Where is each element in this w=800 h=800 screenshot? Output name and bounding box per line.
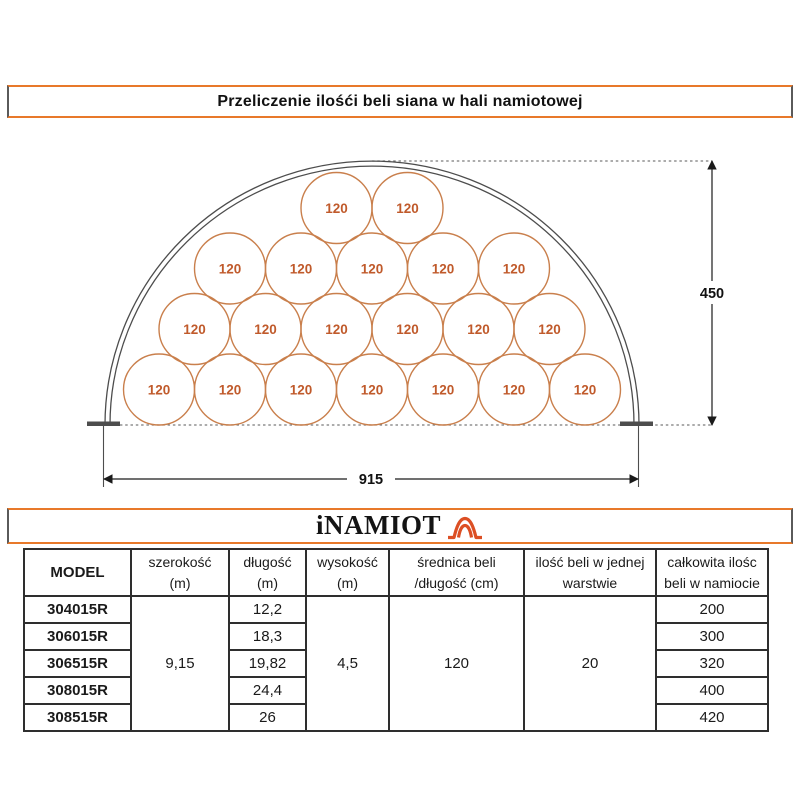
bale-label: 120 bbox=[183, 321, 206, 337]
bale-label: 120 bbox=[218, 382, 242, 398]
col-header-ilosc-warstwa: ilość beli w jednej warstwie bbox=[524, 549, 656, 596]
cell-dlugosc: 12,2 bbox=[229, 596, 306, 623]
bale-label: 120 bbox=[360, 261, 384, 277]
height-dimension-label: 450 bbox=[699, 286, 725, 302]
cell-calkowita: 300 bbox=[656, 623, 768, 650]
tent-cross-section-diagram bbox=[0, 120, 800, 500]
col-header-srednica: średnica beli /długość (cm) bbox=[389, 549, 524, 596]
cell-dlugosc: 26 bbox=[229, 704, 306, 731]
logo-text: iNAMIOT bbox=[316, 509, 441, 540]
cell-szerokosc-merged: 9,15 bbox=[131, 596, 229, 731]
bale-label: 120 bbox=[573, 382, 597, 398]
col-header-dlugosc: długość (m) bbox=[229, 549, 306, 596]
bale-stack bbox=[124, 173, 621, 426]
bale-label: 120 bbox=[431, 382, 455, 398]
bale-label: 120 bbox=[289, 382, 313, 398]
cell-model: 304015R bbox=[24, 596, 131, 623]
bale-label: 120 bbox=[218, 261, 242, 277]
bale-label: 120 bbox=[502, 382, 526, 398]
cell-calkowita: 420 bbox=[656, 704, 768, 731]
cell-calkowita: 320 bbox=[656, 650, 768, 677]
bale-label: 120 bbox=[396, 200, 419, 216]
bale-label: 120 bbox=[147, 382, 171, 398]
bale-label: 120 bbox=[396, 321, 419, 337]
bale-label: 120 bbox=[502, 261, 526, 277]
bale-label: 120 bbox=[467, 321, 490, 337]
cell-dlugosc: 18,3 bbox=[229, 623, 306, 650]
cell-wysokosc-merged: 4,5 bbox=[306, 596, 389, 731]
cell-dlugosc: 19,82 bbox=[229, 650, 306, 677]
cell-model: 306515R bbox=[24, 650, 131, 677]
page-title: Przeliczenie ilośći beli siana w hali namiotowej bbox=[217, 92, 583, 110]
right-foot bbox=[620, 422, 653, 427]
cell-srednica-merged: 120 bbox=[389, 596, 524, 731]
cell-calkowita: 400 bbox=[656, 677, 768, 704]
width-dimension-label: 915 bbox=[358, 472, 384, 488]
cell-model: 306015R bbox=[24, 623, 131, 650]
logo-band bbox=[7, 508, 793, 544]
title-band bbox=[7, 85, 793, 118]
bale-label: 120 bbox=[431, 261, 455, 277]
col-header-wysokosc: wysokość (m) bbox=[306, 549, 389, 596]
cell-model: 308015R bbox=[24, 677, 131, 704]
table-row bbox=[24, 596, 768, 623]
cell-calkowita: 200 bbox=[656, 596, 768, 623]
bale-label: 120 bbox=[325, 321, 348, 337]
bale-label: 120 bbox=[289, 261, 313, 277]
spec-table bbox=[23, 548, 769, 732]
col-header-calkowita: całkowita ilośc beli w namiocie bbox=[656, 549, 768, 596]
table-header-row bbox=[24, 549, 768, 596]
col-header-model: MODEL bbox=[24, 549, 131, 596]
bale-label: 120 bbox=[538, 321, 561, 337]
cell-ilosc-warstwa-merged: 20 bbox=[524, 596, 656, 731]
cell-dlugosc: 24,4 bbox=[229, 677, 306, 704]
bale-label: 120 bbox=[254, 321, 277, 337]
bale-label: 120 bbox=[325, 200, 348, 216]
bale-label: 120 bbox=[360, 382, 384, 398]
cell-model: 308515R bbox=[24, 704, 131, 731]
col-header-szerokosc: szerokość (m) bbox=[131, 549, 229, 596]
tent-icon bbox=[446, 512, 484, 541]
